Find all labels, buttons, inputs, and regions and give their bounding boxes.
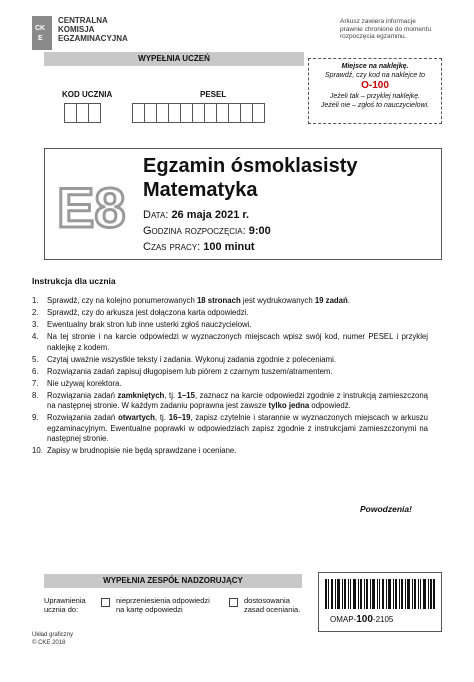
- exam-title-box: [44, 148, 442, 260]
- item-text: Nie używaj korektora.: [47, 378, 122, 388]
- item-number: 6.: [32, 366, 39, 376]
- list-item: [32, 446, 428, 457]
- start-value: 9:00: [248, 225, 271, 237]
- item-number: 7.: [32, 378, 39, 388]
- adjust-rules-label: [244, 596, 300, 614]
- exam-subject: Matematyka: [143, 179, 258, 201]
- pesel-boxes[interactable]: [132, 103, 264, 123]
- exam-start-row: [143, 225, 271, 237]
- item-text: Rozwiązania zadań zapisuj długopisem lub piórem z czarnym tuszem/atramentem.: [47, 366, 333, 376]
- closing-text: Powodzenia!: [360, 504, 412, 514]
- sticker-line: Jeżeli nie – zgłoś to nauczycielowi.: [320, 102, 430, 109]
- option-line: nieprzeniesienia odpowiedzi: [116, 596, 210, 605]
- item-number: 2.: [32, 308, 39, 317]
- student-fill-header: WYPEŁNIA UCZEŃ: [44, 52, 304, 66]
- adjust-rules-checkbox[interactable]: [229, 598, 238, 607]
- student-code-boxes[interactable]: [64, 103, 100, 123]
- no-transfer-checkbox[interactable]: [101, 598, 110, 607]
- sheet-code-suffix: -2105: [372, 615, 394, 624]
- item-text: Sprawdź, czy do arkusza jest dołączona karta odpowiedzi.: [47, 308, 249, 317]
- start-label: Godzina rozpoczęcia:: [143, 225, 246, 237]
- team-fill-header: WYPEŁNIA ZESPÓŁ NADZORUJĄCY: [44, 574, 302, 588]
- rights-label-line: ucznia do:: [44, 605, 79, 614]
- cke-logo-text: [58, 16, 128, 43]
- instructions-list: [32, 296, 428, 458]
- exam-date-row: [143, 209, 249, 221]
- rights-label-line: Uprawnienia: [44, 596, 86, 605]
- list-item: [32, 413, 428, 445]
- duration-label: Czas pracy:: [143, 241, 201, 253]
- logo-line: EGZAMINACYJNA: [58, 34, 128, 43]
- legal-notice: [340, 18, 460, 41]
- date-label: Data:: [143, 209, 169, 221]
- sticker-line: Jeżeli tak – przyklej naklejkę.: [329, 93, 421, 100]
- exam-title: Egzamin ósmoklasisty: [143, 155, 358, 177]
- sticker-area: [308, 58, 442, 124]
- option-line: zasad oceniania.: [244, 605, 301, 614]
- item-text: Sprawdź, czy na kolejno ponumerowanych 18 stronach jest wydrukowanych 19 zadań.: [47, 296, 350, 305]
- list-item: [32, 308, 428, 319]
- notice-line: prawnie chronione do momentu: [340, 25, 432, 33]
- no-transfer-label: [116, 596, 210, 614]
- notice-line: Arkusz zawiera informacje: [340, 18, 416, 25]
- footer-line: © CKE 2018: [32, 639, 66, 646]
- pesel-label: PESEL: [200, 90, 227, 99]
- sticker-code: O-100: [361, 80, 389, 91]
- option-line: na kartę odpowiedzi: [116, 605, 183, 614]
- option-line: dostosowania: [244, 596, 290, 605]
- item-number: 3.: [32, 320, 39, 329]
- exam-duration-row: [143, 241, 255, 253]
- item-number: 4.: [32, 332, 39, 341]
- item-text: Rozwiązania zadań otwartych, tj. 16–19, zapisz czytelnie i starannie w wyznaczonych miejscach w arkuszu egzaminacyjnym. Ewentualne poprawki w odpowiedziach zapisz zgodnie z instrukcjami zamieszczonymi na następnej stronie.: [47, 413, 428, 443]
- date-value: 26 maja 2021 r.: [171, 209, 250, 221]
- list-item: [32, 355, 428, 366]
- item-text: Rozwiązania zadań zamkniętych, tj. 1–15, zaznacz na karcie odpowiedzi zgodnie z instrukcją zamieszczoną na następnej stronie. W każdym zadaniu poprawna jest zawsze tylko jedna odpowiedź.: [47, 390, 429, 410]
- svg-text:E: E: [38, 35, 43, 42]
- item-number: 5.: [32, 354, 39, 364]
- list-item: [32, 296, 428, 307]
- logo-line: KOMISJA: [58, 25, 95, 34]
- svg-text:CK: CK: [35, 25, 46, 32]
- item-text: Ewentualny brak stron lub inne usterki zgłoś nauczycielowi.: [47, 320, 252, 329]
- pesel-box[interactable]: [252, 103, 265, 123]
- student-code-label: KOD UCZNIA: [62, 90, 113, 99]
- notice-line: rozpoczęcia egzaminu.: [340, 33, 407, 40]
- instructions-title: Instrukcja dla ucznia: [32, 276, 116, 286]
- duration-value: 100 minut: [203, 241, 255, 253]
- sheet-code-number: 100: [356, 614, 373, 625]
- item-text: Czytaj uważnie wszystkie teksty i zadania. Wykonuj zadania zgodnie z poleceniami.: [47, 354, 336, 364]
- e8-badge: E8: [57, 179, 126, 233]
- rights-label: [44, 596, 86, 614]
- item-text: Zapisy w brudnopisie nie będą sprawdzane i oceniane.: [47, 446, 237, 455]
- e8-badge-icon: [57, 179, 135, 233]
- list-item: [32, 391, 428, 412]
- item-number: 10.: [32, 446, 43, 455]
- sticker-line: Sprawdź, czy kod na naklejce to: [325, 72, 425, 79]
- logo-line: CENTRALNA: [58, 16, 108, 25]
- sticker-title: Miejsce na naklejkę.: [341, 63, 409, 70]
- footer: [32, 632, 73, 647]
- list-item: [32, 367, 428, 378]
- item-text: Na tej stronie i na karcie odpowiedzi w wyznaczonych miejscach wpisz swój kod, numer PESEL i przyklej naklejkę z kodem.: [47, 332, 428, 352]
- code-box[interactable]: [88, 103, 101, 123]
- list-item: [32, 379, 428, 390]
- sheet-code: [330, 614, 393, 625]
- barcode-icon: [325, 579, 435, 609]
- sheet-code-prefix: OMAP-: [330, 615, 357, 624]
- list-item: [32, 320, 428, 331]
- item-number: 9.: [32, 413, 39, 422]
- cke-logo-mark: [32, 16, 52, 50]
- list-item: [32, 332, 428, 353]
- cke-logo: [32, 16, 128, 50]
- footer-line: Układ graficzny: [32, 632, 74, 638]
- item-number: 8.: [32, 390, 39, 400]
- item-number: 1.: [32, 296, 39, 305]
